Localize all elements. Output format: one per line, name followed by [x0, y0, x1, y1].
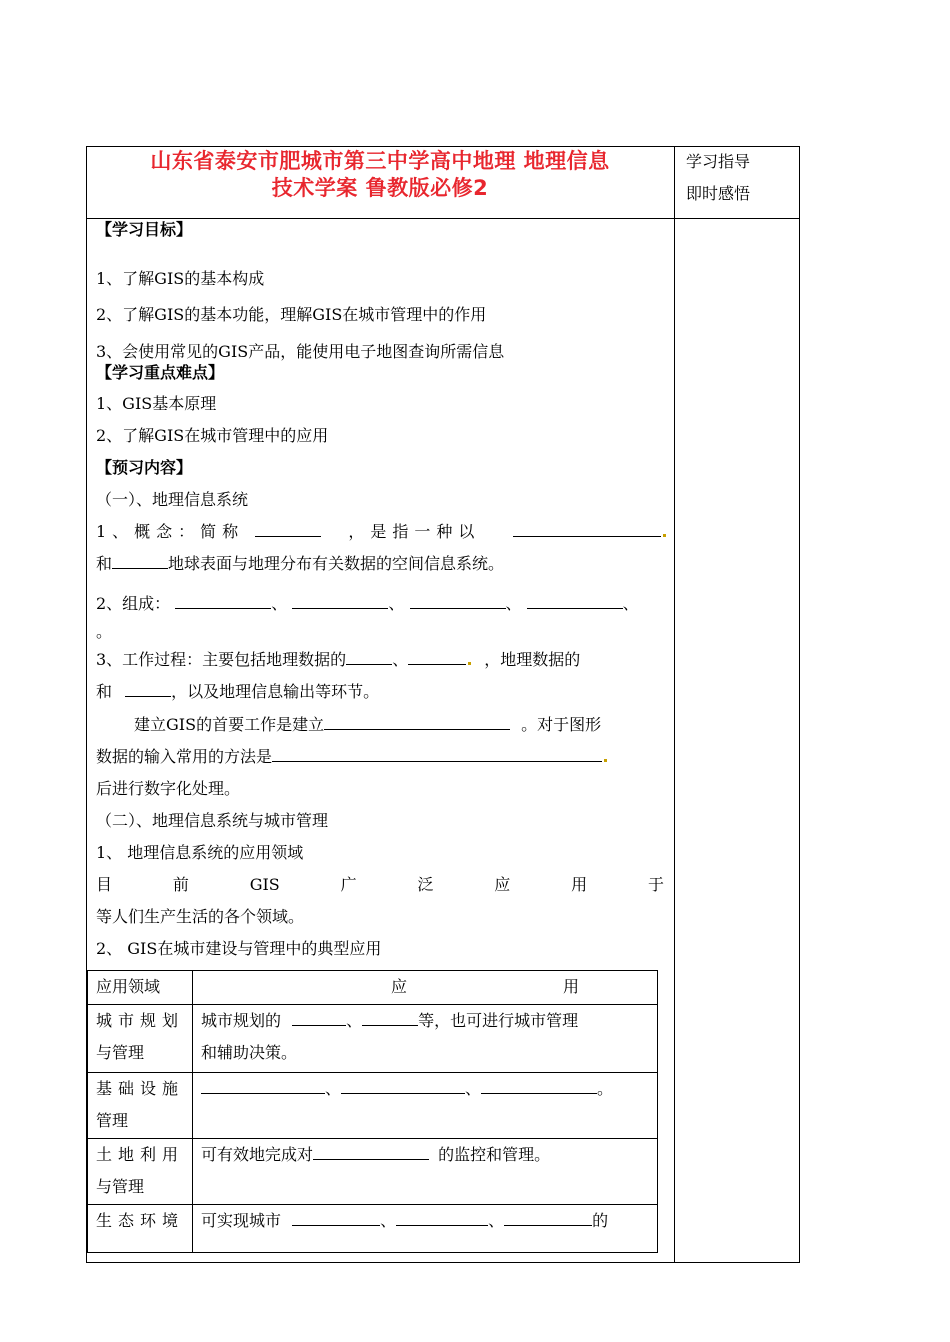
component-blank-3[interactable]	[410, 590, 506, 609]
field-line-1: 基础设施	[96, 1079, 185, 1098]
input-blank[interactable]	[272, 743, 602, 762]
spread-word: 广	[340, 875, 357, 894]
key-points-heading: 【学习重点难点】	[96, 363, 225, 382]
goal-item-3: 3、会使用常见的GIS产品，能使用电子地图查询所需信息	[96, 342, 505, 361]
table-row	[88, 1205, 658, 1253]
components-end: 。	[96, 622, 113, 641]
process-line-2	[96, 676, 664, 708]
section-2-heading: （二）、地理信息系统与城市管理	[96, 811, 329, 830]
component-blank-2[interactable]	[292, 590, 388, 609]
table-blank[interactable]	[341, 1075, 465, 1094]
components-label: 2、组成：	[96, 594, 171, 613]
row-application	[193, 1139, 658, 1205]
side-column-header	[686, 146, 750, 210]
side-label-guide: 学习指导	[686, 152, 751, 171]
row-end: 。	[597, 1079, 614, 1098]
header-field: 应用领域	[88, 971, 193, 1005]
row-field	[88, 1005, 193, 1073]
header-app-char-2: 用	[562, 977, 579, 996]
field-line-1: 生态环境	[96, 1211, 185, 1230]
process-blank-2[interactable]	[408, 646, 466, 665]
separator: 、	[346, 1011, 363, 1030]
process-label: 3、工作过程：主要包括地理数据的	[96, 650, 347, 669]
concept-blank-basis[interactable]	[513, 518, 661, 537]
input-line	[96, 741, 664, 773]
table-row	[88, 1005, 658, 1073]
concept-line	[96, 516, 664, 548]
app-text: 城市规划的	[201, 1011, 282, 1030]
application-table	[87, 970, 658, 1253]
header-application	[193, 971, 658, 1005]
field-line-2: 管理	[96, 1111, 129, 1130]
app-text: 和辅助决策。	[201, 1043, 298, 1062]
process-tail: ，以及地理信息输出等环节。	[171, 682, 380, 701]
input-tail: 后进行数字化处理。	[96, 779, 241, 798]
concept-and: 和	[96, 554, 113, 573]
process-blank-3[interactable]	[125, 678, 171, 697]
table-blank[interactable]	[313, 1141, 429, 1160]
process-and: 和	[96, 682, 113, 701]
process-blank-1[interactable]	[346, 646, 392, 665]
title-line-2: 技术学案 鲁教版必修2	[271, 176, 489, 200]
concept-blank-short-name[interactable]	[255, 518, 321, 537]
goal-item-1: 1、了解GIS的基本构成	[96, 269, 265, 288]
preview-heading: 【预习内容】	[96, 458, 193, 477]
spread-word: 于	[647, 875, 664, 894]
concept-blank-method[interactable]	[112, 550, 168, 569]
process-middle: ，地理数据的	[484, 650, 581, 669]
goal-item-2: 2、了解GIS的基本功能，理解GIS在城市管理中的作用	[96, 305, 487, 324]
build-blank[interactable]	[324, 711, 510, 730]
section-1-heading: （一）、地理信息系统	[96, 490, 249, 509]
spread-word: 应	[494, 875, 511, 894]
application-heading: 1、 地理信息系统的应用领域	[96, 843, 304, 862]
goals-heading: 【学习目标】	[96, 220, 193, 239]
app-text: 等，也可进行城市管理	[418, 1011, 579, 1030]
build-line	[96, 709, 664, 741]
component-blank-4[interactable]	[527, 590, 623, 609]
key-point-2: 2、了解GIS在城市管理中的应用	[96, 426, 329, 445]
current-usage-line	[96, 869, 664, 901]
build-tail: 。对于图形	[521, 715, 602, 734]
side-label-reflection: 即时感悟	[686, 184, 751, 203]
table-blank[interactable]	[201, 1075, 325, 1094]
separator: 、	[622, 594, 639, 613]
process-line	[96, 644, 664, 676]
separator: 、	[388, 594, 405, 613]
row-application	[193, 1073, 658, 1139]
title-line-1: 山东省泰安市肥城市第三中学高中地理 地理信息	[150, 149, 610, 173]
spread-word: 用	[571, 875, 588, 894]
typical-application-heading: 2、 GIS在城市建设与管理中的典型应用	[96, 939, 382, 958]
row-field	[88, 1139, 193, 1205]
app-text: 可有效地完成对	[201, 1145, 314, 1164]
separator: 、	[488, 1211, 505, 1230]
field-line-2: 与管理	[96, 1177, 145, 1196]
current-usage-tail: 等人们生产生活的各个领域。	[96, 907, 305, 926]
table-blank[interactable]	[292, 1007, 346, 1026]
row-application	[193, 1205, 658, 1253]
table-row	[88, 1073, 658, 1139]
spread-word: 目	[96, 875, 113, 894]
table-row	[88, 1139, 658, 1205]
table-blank[interactable]	[504, 1207, 592, 1226]
spread-word: GIS	[249, 875, 280, 894]
separator: 、	[271, 594, 288, 613]
concept-label: 1、概念：简称	[96, 522, 245, 541]
app-text: 可实现城市	[201, 1211, 282, 1230]
component-blank-1[interactable]	[175, 590, 271, 609]
document-title	[90, 148, 670, 202]
spread-word: 前	[172, 875, 189, 894]
spread-word: 泛	[417, 875, 434, 894]
separator: 、	[380, 1211, 397, 1230]
marker-dot	[604, 759, 607, 762]
table-header-row	[88, 971, 658, 1005]
separator: 、	[465, 1079, 482, 1098]
input-text: 数据的输入常用的方法是	[96, 747, 273, 766]
separator: 、	[325, 1079, 342, 1098]
concept-tail: 地球表面与地理分布有关数据的空间信息系统。	[168, 554, 505, 573]
marker-dot	[468, 662, 471, 665]
field-line-1: 城市规划	[96, 1011, 185, 1030]
field-line-2: 与管理	[96, 1043, 145, 1062]
table-blank[interactable]	[362, 1007, 418, 1026]
field-line-1: 土地利用	[96, 1145, 185, 1164]
concept-line-2	[96, 548, 664, 580]
table-blank[interactable]	[396, 1207, 488, 1226]
build-text: 建立GIS的首要工作是建立	[134, 715, 325, 734]
row-field	[88, 1073, 193, 1139]
row-application	[193, 1005, 658, 1073]
table-blank[interactable]	[481, 1075, 597, 1094]
column-divider	[674, 146, 675, 1263]
separator: 、	[392, 650, 409, 669]
table-blank[interactable]	[292, 1207, 380, 1226]
app-text: 的	[592, 1211, 609, 1230]
concept-middle: ，是指一种以	[348, 522, 481, 541]
marker-dot	[663, 534, 666, 537]
app-text: 的监控和管理。	[438, 1145, 551, 1164]
separator: 、	[505, 594, 522, 613]
key-point-1: 1、GIS基本原理	[96, 394, 217, 413]
header-app-char-1: 应	[391, 977, 408, 996]
row-field	[88, 1205, 193, 1253]
